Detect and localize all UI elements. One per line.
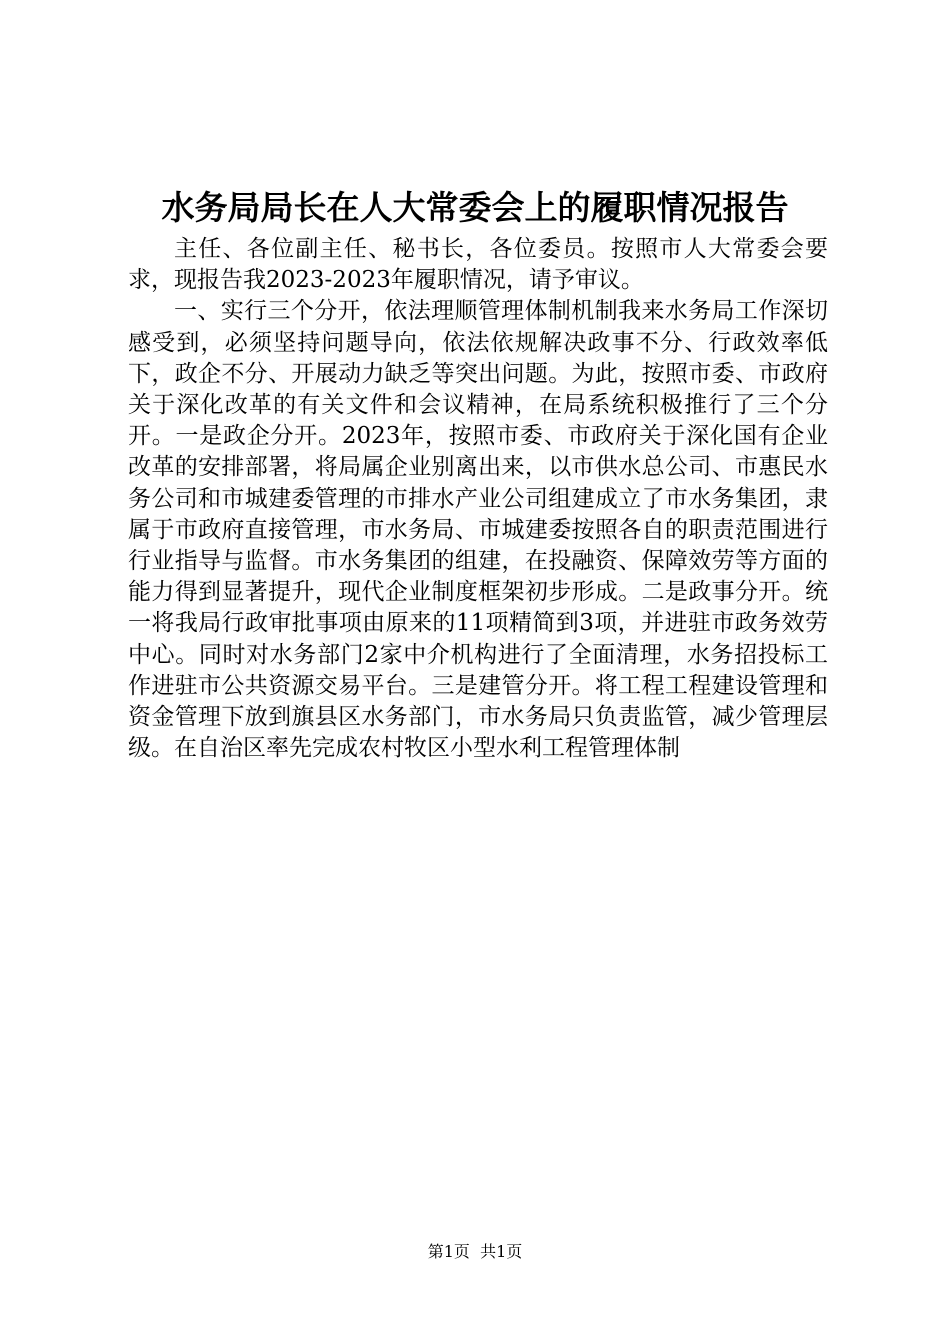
paragraph-salutation: 主任、各位副主任、秘书长，各位委员。按照市人大常委会要求，现报告我2023-2023年履职情况，请予审议。 — [128, 236, 828, 294]
document-body — [128, 234, 828, 764]
document-title: 水务局局长在人大常委会上的履职情况报告 — [161, 188, 789, 227]
paragraph-section-one: 一、实行三个分开，依法理顺管理体制机制我来水务局工作深切感受到，必须坚持问题导向，依法依规解决政事不分、行政效率低下，政企不分、开展动力缺乏等突出问题。为此，按照市委、市政府关于深化改革的有关文件和会议精神，在局系统积极推行了三个分开。一是政企分开。2023年，按照市委、市政府关于深化国有企业改革的安排部署，将局属企业别离出来，以市供水总公司、市惠民水务公司和市城建委管理的市排水产业公司组建成立了市水务集团，隶属于市政府直接管理，市水务局、市城建委按照各自的职责范围进行行业指导与监督。市水务集团的组建，在投融资、保障效劳等方面的能力得到显著提升，现代企业制度框架初步形成。二是政事分开。统一将我局行政审批事项由原来的11项精简到3项，并进驻市政务效劳中心。同时对水务部门2家中介机构进行了全面清理，水务招投标工作进驻市公共资源交易平台。三是建管分开。将工程工程建设管理和资金管理下放到旗县区水务部门，市水务局只负责监管，减少管理层级。在自治区率先完成农村牧区小型水利工程管理体制 — [128, 298, 828, 762]
page-footer: 第1页 共1页 — [427, 1242, 523, 1261]
